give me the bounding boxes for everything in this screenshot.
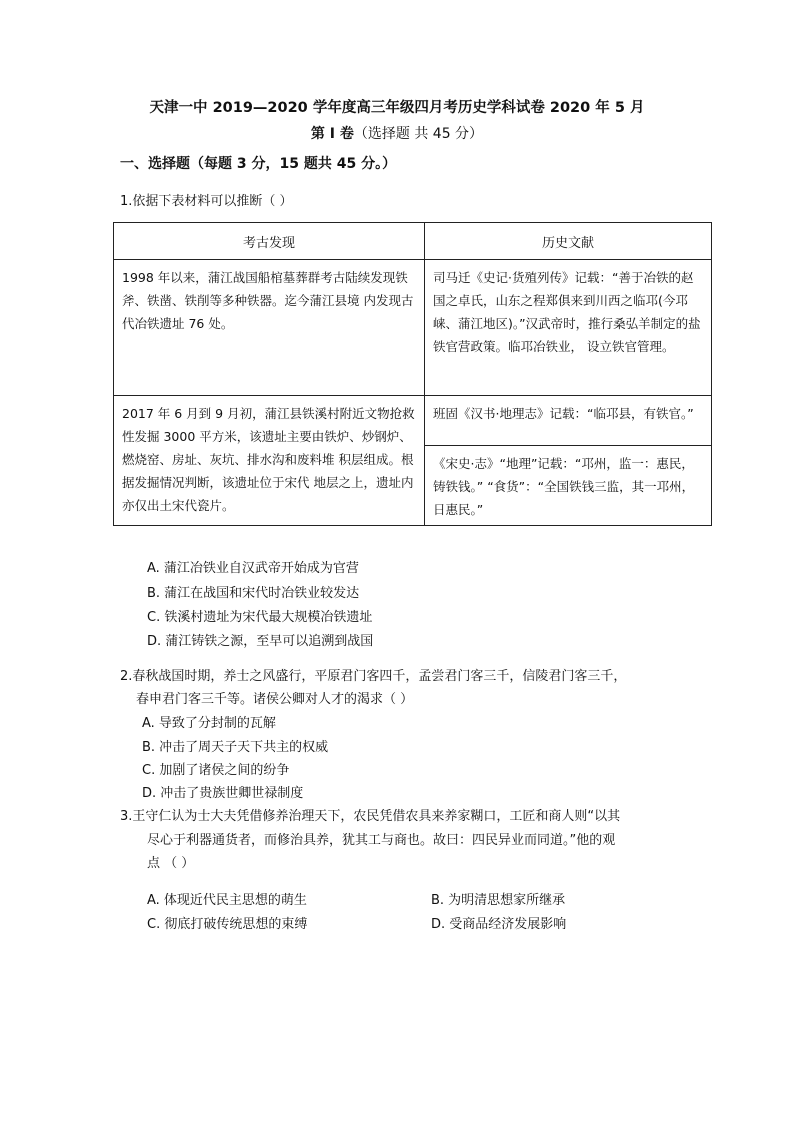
table-cell xyxy=(114,396,425,526)
question-1-stem: 1.依据下表材料可以推断（ ） xyxy=(120,194,293,209)
table-cell xyxy=(425,396,712,446)
archaeology-finding-2: 2017 年 6 月到 9 月初，蒲江县铁溪村附近文物抢救性发掘 3000 平方米，该遗址主要由铁炉、炒钢炉、燃烧窑、房址、灰坑、排水沟和废料堆 积层组成。根据发掘情况判断，该遗址位于宋代 地层之上，遗址内亦仅出土宋代瓷片。 xyxy=(122,406,415,513)
q2-option-c[interactable]: C. 加剧了诸侯之间的纷争 xyxy=(142,763,290,778)
section-heading: 一、选择题（每题 3 分，15 题共 45 分。） xyxy=(120,156,397,172)
q1-option-a[interactable]: A. 蒲江冶铁业自汉武帝开始成为官营 xyxy=(147,561,359,576)
table-cell xyxy=(114,260,425,396)
volume-description: （选择题 共 45 分） xyxy=(353,126,484,142)
table-cell xyxy=(425,446,712,526)
q2-option-b[interactable]: B. 冲击了周天子天下共主的权威 xyxy=(142,740,329,755)
q1-option-b[interactable]: B. 蒲江在战国和宋代时冶铁业较发达 xyxy=(147,586,360,601)
document-record-2: 班固《汉书·地理志》记载：“临邛县，有铁官。” xyxy=(433,406,694,421)
q2-option-a[interactable]: A. 导致了分封制的瓦解 xyxy=(142,716,276,731)
archaeology-finding-1: 1998 年以来，蒲江战国船棺墓葬群考古陆续发现铁斧、铁凿、铁削等多种铁器。迄今蒲江县境 内发现古代冶铁遗址 76 处。 xyxy=(122,270,414,331)
question-3-stem-line-2: 尽心于利器通货者，而修治具养，犹其工与商也。故曰：四民异业而同道。”他的观 xyxy=(147,833,616,848)
page-subtitle xyxy=(0,123,794,143)
question-3-stem-line-1: 3.王守仁认为士大夫凭借修养治理天下，农民凭借农具来养家糊口，工匠和商人则“以其 xyxy=(120,809,621,824)
table-cell xyxy=(425,260,712,396)
volume-label: 第 Ⅰ 卷 xyxy=(310,126,354,142)
q2-option-d[interactable]: D. 冲击了贵族世卿世禄制度 xyxy=(142,786,304,801)
q3-option-b[interactable]: B. 为明清思想家所继承 xyxy=(431,893,566,908)
question-2-stem-line-1: 2.春秋战国时期，养士之风盛行，平原君门客四千，孟尝君门客三千，信陵君门客三千， xyxy=(120,669,627,684)
q1-option-c[interactable]: C. 铁溪村遗址为宋代最大规模冶铁遗址 xyxy=(147,610,373,625)
q1-option-d[interactable]: D. 蒲江铸铁之源，至早可以追溯到战国 xyxy=(147,634,374,649)
document-record-1: 司马迁《史记·货殖列传》记载：“善于冶铁的赵国之卓氏，山东之程郑俱来到川西之临邛(今邛崃、蒲江地区)。”汉武帝时，推行桑弘羊制定的盐铁官营政策。临邛冶铁业， 设立铁官管理。 xyxy=(433,270,701,354)
q3-option-d[interactable]: D. 受商品经济发展影响 xyxy=(431,917,567,932)
q3-option-c[interactable]: C. 彻底打破传统思想的束缚 xyxy=(147,917,308,932)
table-header-archaeology: 考古发现 xyxy=(114,223,425,260)
question-2-stem-line-2: 春申君门客三千等。诸侯公卿对人才的渴求（ ） xyxy=(136,692,414,707)
table-header-documents: 历史文献 xyxy=(425,223,712,260)
question-3-stem-line-3: 点 （ ） xyxy=(147,856,195,871)
page-title: 天津一中 2019—2020 学年度高三年级四月考历史学科试卷 2020 年 5 月 xyxy=(149,100,645,116)
q3-option-a[interactable]: A. 体现近代民主思想的萌生 xyxy=(147,893,307,908)
document-record-3: 《宋史·志》“地理”记载：“邛州，监一：惠民，铸铁钱。” “食货”：“全国铁钱三监，其一邛州，日惠民。” xyxy=(433,456,695,517)
source-table xyxy=(113,222,712,526)
